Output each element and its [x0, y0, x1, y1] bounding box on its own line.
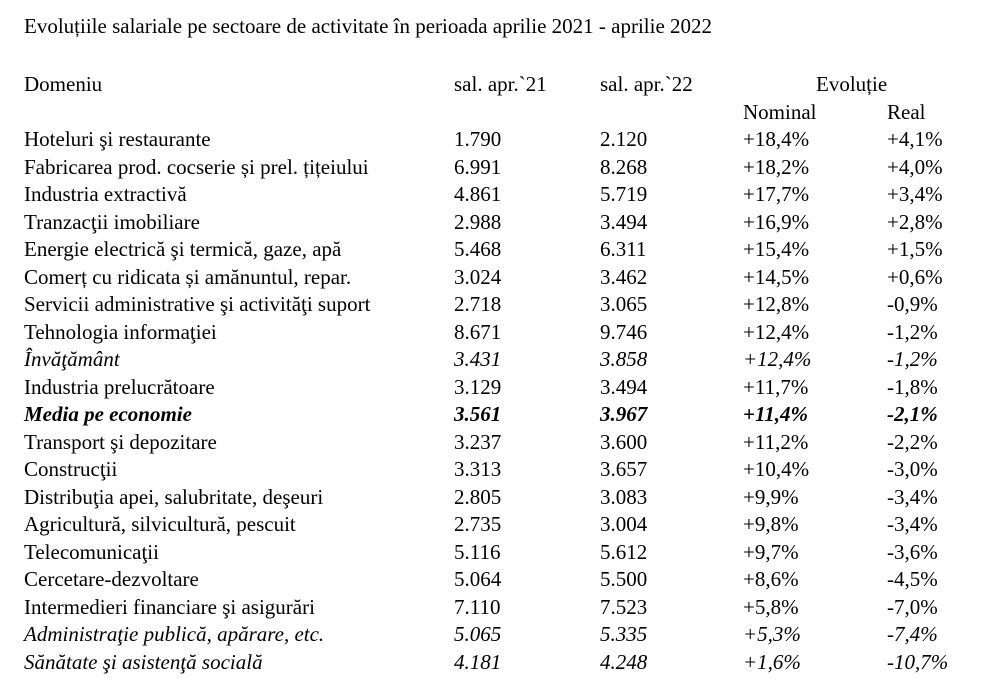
nominal-change-cell: +1,6%: [743, 649, 801, 674]
domain-cell: Administraţie publică, apărare, etc.: [24, 622, 325, 646]
salary-2022-cell: 3.967: [600, 402, 648, 426]
salary-2021-cell: 3.237: [454, 429, 502, 454]
table-row: [24, 181, 977, 209]
domain-cell: Hoteluri şi restaurante: [24, 127, 211, 151]
nominal-change-cell: +12,4%: [743, 347, 812, 371]
table-row: [24, 539, 977, 567]
domain-cell: Intermedieri financiare şi asigurări: [24, 594, 315, 619]
salary-2022-cell: 5.719: [600, 182, 648, 206]
salary-2021-cell: 2.718: [454, 292, 502, 316]
real-change-cell: -0,9%: [887, 292, 938, 316]
nominal-change-cell: +12,8%: [743, 292, 810, 316]
table-row: [24, 264, 977, 292]
real-change-cell: -7,0%: [887, 594, 938, 619]
table-row: [24, 429, 977, 457]
domain-cell: Fabricarea prod. cocserie și prel. țițeiului: [24, 154, 369, 179]
nominal-change-cell: +5,8%: [743, 594, 799, 619]
salary-2021-cell: 7.110: [454, 594, 501, 619]
salary-2022-cell: 5.335: [600, 622, 648, 646]
table-row: [24, 621, 977, 649]
nominal-change-cell: +17,7%: [743, 182, 810, 206]
header-domain: Domeniu: [24, 72, 103, 96]
salary-2022-cell: 3.494: [600, 209, 648, 234]
nominal-change-cell: +11,7%: [743, 374, 809, 399]
domain-cell: Telecomunicaţii: [24, 539, 159, 564]
real-change-cell: -1,8%: [887, 374, 938, 399]
nominal-change-cell: +9,7%: [743, 539, 799, 564]
salary-2021-cell: 5.065: [454, 622, 502, 646]
salary-2022-cell: 3.065: [600, 292, 648, 316]
salary-2021-cell: 3.431: [454, 347, 502, 371]
salary-2022-cell: 3.462: [600, 264, 648, 289]
domain-cell: Media pe economie: [24, 402, 192, 426]
real-change-cell: -1,2%: [887, 319, 938, 344]
salary-2022-cell: 3.083: [600, 484, 648, 509]
salary-2022-cell: 3.600: [600, 429, 648, 454]
salary-2021-cell: 2.988: [454, 209, 502, 234]
salary-2022-cell: 9.746: [600, 319, 648, 344]
domain-cell: Comerț cu ridicata și amănuntul, repar.: [24, 264, 352, 289]
real-change-cell: -3,0%: [887, 457, 938, 481]
table-row: [24, 456, 977, 484]
nominal-change-cell: +11,2%: [743, 429, 809, 454]
salary-2021-cell: 3.024: [454, 264, 502, 289]
salary-2021-cell: 4.181: [454, 649, 502, 674]
header-nominal: Nominal: [743, 100, 817, 124]
real-change-cell: +3,4%: [887, 182, 943, 206]
domain-cell: Servicii administrative şi activităţi suport: [24, 292, 371, 316]
table-row: [24, 154, 977, 182]
salary-2021-cell: 4.861: [454, 182, 502, 206]
domain-cell: Industria extractivă: [24, 182, 187, 206]
salary-2021-cell: 2.735: [454, 512, 502, 536]
salary-table: [24, 126, 977, 676]
salary-2021-cell: 3.313: [454, 457, 502, 481]
nominal-change-cell: +11,4%: [743, 402, 809, 426]
real-change-cell: -4,5%: [887, 567, 938, 591]
salary-table-body: [24, 126, 977, 676]
nominal-change-cell: +18,2%: [743, 154, 810, 179]
salary-2022-cell: 5.500: [600, 567, 648, 591]
nominal-change-cell: +9,9%: [743, 484, 799, 509]
real-change-cell: +0,6%: [887, 264, 943, 289]
salary-2022-cell: 3.858: [600, 347, 648, 371]
salary-2022-cell: 6.311: [600, 237, 647, 261]
domain-cell: Învăţământ: [24, 347, 120, 371]
salary-2022-cell: 5.612: [600, 539, 648, 564]
nominal-change-cell: +5,3%: [743, 622, 801, 646]
real-change-cell: +1,5%: [887, 237, 943, 261]
domain-cell: Construcţii: [24, 457, 118, 481]
domain-cell: Cercetare-dezvoltare: [24, 567, 199, 591]
table-row: [24, 649, 977, 677]
salary-2022-cell: 3.494: [600, 374, 648, 399]
domain-cell: Sănătate şi asistenţă socială: [24, 649, 263, 674]
salary-2022-cell: 8.268: [600, 154, 648, 179]
domain-cell: Energie electrică şi termică, gaze, apă: [24, 237, 342, 261]
salary-2021-cell: 5.064: [454, 567, 502, 591]
real-change-cell: -2,1%: [887, 402, 938, 426]
nominal-change-cell: +15,4%: [743, 237, 810, 261]
table-row: [24, 319, 977, 347]
real-change-cell: -1,2%: [887, 347, 938, 371]
salary-2021-cell: 3.129: [454, 374, 502, 399]
salary-2022-cell: 4.248: [600, 649, 648, 674]
nominal-change-cell: +18,4%: [743, 127, 810, 151]
salary-2021-cell: 5.116: [454, 539, 501, 564]
table-row: [24, 566, 977, 594]
header-real: Real: [887, 100, 926, 124]
real-change-cell: -3,4%: [887, 484, 938, 509]
table-row: [24, 236, 977, 264]
table-row: [24, 374, 977, 402]
nominal-change-cell: +8,6%: [743, 567, 799, 591]
salary-2022-cell: 3.657: [600, 457, 648, 481]
table-row: [24, 401, 977, 429]
nominal-change-cell: +9,8%: [743, 512, 799, 536]
salary-2021-cell: 2.805: [454, 484, 502, 509]
domain-cell: Industria prelucrătoare: [24, 374, 215, 399]
table-row: [24, 209, 977, 237]
real-change-cell: -3,4%: [887, 512, 938, 536]
table-row: [24, 594, 977, 622]
nominal-change-cell: +12,4%: [743, 319, 810, 344]
salary-2021-cell: 1.790: [454, 127, 502, 151]
nominal-change-cell: +16,9%: [743, 209, 810, 234]
real-change-cell: -3,6%: [887, 539, 938, 564]
header-salary-2021: sal. apr.`21: [454, 72, 547, 96]
domain-cell: Agricultură, silvicultură, pescuit: [24, 512, 296, 536]
domain-cell: Distribuţia apei, salubritate, deşeuri: [24, 484, 324, 509]
salary-2022-cell: 2.120: [600, 127, 648, 151]
real-change-cell: -10,7%: [887, 649, 949, 674]
salary-2021-cell: 3.561: [454, 402, 502, 426]
nominal-change-cell: +10,4%: [743, 457, 810, 481]
real-change-cell: +2,8%: [887, 209, 943, 234]
table-row: [24, 511, 977, 539]
header-evolution: Evoluție: [816, 72, 888, 96]
table-row: [24, 291, 977, 319]
nominal-change-cell: +14,5%: [743, 264, 810, 289]
domain-cell: Tehnologia informaţiei: [24, 319, 217, 344]
domain-cell: Tranzacţii imobiliare: [24, 209, 200, 234]
table-row: [24, 346, 977, 374]
table-row: [24, 484, 977, 512]
domain-cell: Transport şi depozitare: [24, 429, 217, 454]
salary-2021-cell: 5.468: [454, 237, 502, 261]
salary-2021-cell: 8.671: [454, 319, 502, 344]
real-change-cell: -2,2%: [887, 429, 938, 454]
real-change-cell: -7,4%: [887, 622, 938, 646]
table-row: [24, 126, 977, 154]
salary-2022-cell: 3.004: [600, 512, 648, 536]
header-salary-2022: sal. apr.`22: [600, 72, 693, 96]
salary-2022-cell: 7.523: [600, 594, 648, 619]
salary-2021-cell: 6.991: [454, 154, 502, 179]
real-change-cell: +4,1%: [887, 127, 943, 151]
real-change-cell: +4,0%: [887, 154, 943, 179]
document-title: Evoluțiile salariale pe sectoare de activitate în perioada aprilie 2021 - aprilie 2022: [24, 14, 713, 38]
